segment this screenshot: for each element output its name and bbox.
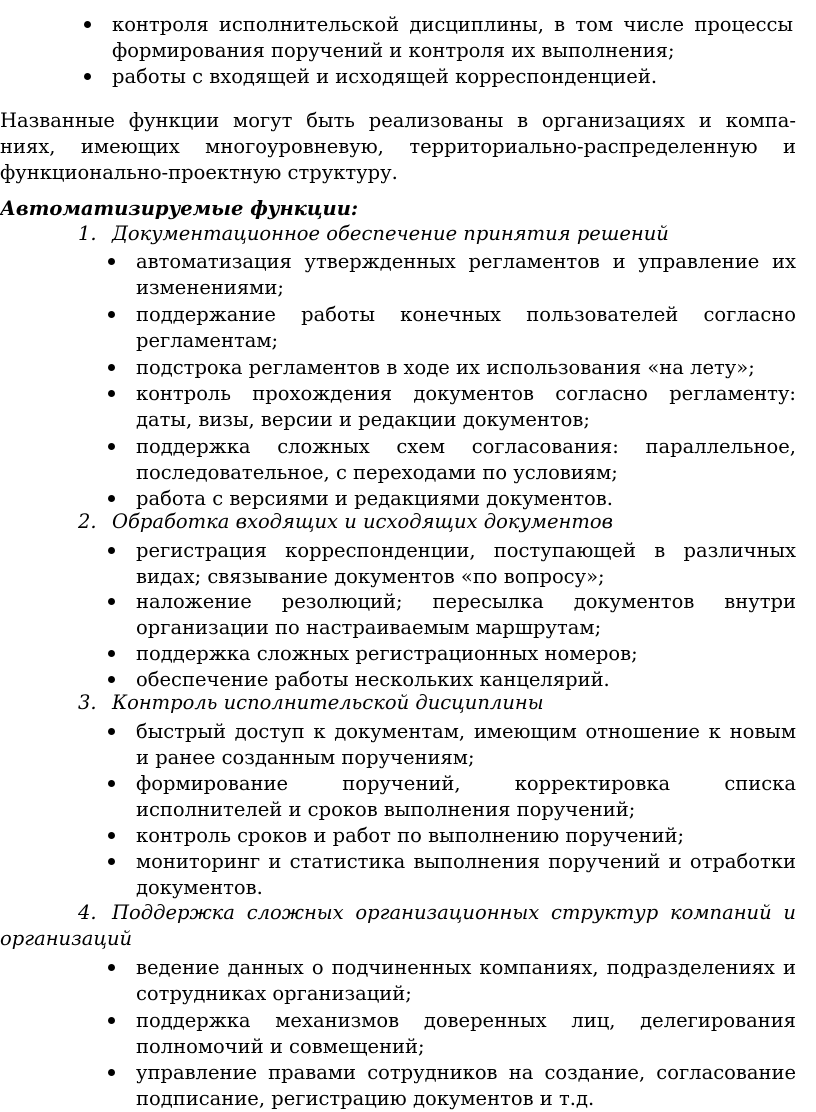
bullet-text: контроль сроков и работ по выполнению поручений;	[136, 824, 685, 847]
body-paragraph: Названные функции могут быть реализованы в организациях и компа- ниях, имеющих многоуровневую, территориально-распределенную и функционально-проектную структуру.	[0, 109, 796, 184]
bullet-dot	[108, 858, 115, 865]
bullet-text: поддержка сложных регистрационных номеров;	[136, 642, 638, 665]
section-title-text: Обработка входящих и исходящих документов	[112, 510, 613, 533]
bullet-dot	[108, 258, 115, 265]
bullet-dot	[108, 1069, 115, 1076]
bullet-dot	[108, 364, 115, 371]
section-number: 1.	[78, 222, 97, 245]
bullet-text: регистрация корреспонденции, поступающей в различных видах; связывание документов «по вопросу»;	[136, 539, 796, 588]
bullet-text: быстрый доступ к документам, имеющим отношение к новым и ранее созданным поручениям;	[136, 720, 796, 769]
bullet-text: наложение резолюций; пересылка документов внутри организации по настраиваемым маршрутам;	[136, 590, 796, 639]
bullet-text: управление правами сотрудников на создание, согласование подписание, регистрацию документов и т.д.	[136, 1061, 796, 1110]
section-heading: Автоматизируемые функции:	[0, 197, 359, 220]
bullet-dot	[108, 964, 115, 971]
bullet-text: обеспечение работы нескольких канцелярий.	[136, 668, 610, 691]
bullet-text: мониторинг и статистика выполнения поручений и отработки документов.	[136, 850, 796, 899]
bullet-dot	[84, 73, 91, 80]
bullet-text: работа с версиями и редакциями документов.	[136, 487, 613, 510]
bullet-dot	[108, 650, 115, 657]
bullet-text: контроля исполнительской дисциплины, в том числе процессы формирования поручений и контроля их выполнения;	[112, 13, 793, 62]
bullet-text: поддержка механизмов доверенных лиц, делегирования полномочий и совмещений;	[136, 1009, 796, 1058]
bullet-text: формирование поручений, корректировка списка исполнителей и сроков выполнения поручений;	[136, 772, 796, 821]
bullet-dot	[108, 598, 115, 605]
bullet-text: автоматизация утвержденных регламентов и управление их изменениями;	[136, 250, 796, 299]
bullet-dot	[108, 676, 115, 683]
section-title-text: Документационное обеспечение принятия решений	[112, 222, 669, 245]
section-title-text: Поддержка сложных организационных структур компаний и организаций	[0, 901, 796, 950]
section-number: 2.	[78, 510, 97, 533]
section-title-text: Контроль исполнительской дисциплины	[112, 691, 544, 714]
bullet-dot	[108, 547, 115, 554]
bullet-text: поддержка сложных схем согласования: параллельное, последовательное, с переходами по условиям;	[136, 435, 796, 484]
bullet-text: контроль прохождения документов согласно регламенту: даты, визы, версии и редакции документов;	[136, 382, 796, 431]
section-number: 3.	[78, 691, 97, 714]
bullet-text: работы с входящей и исходящей корреспонденцией.	[112, 65, 658, 88]
section-number: 4.	[78, 901, 97, 924]
bullet-dot	[108, 728, 115, 735]
bullet-text: поддержание работы конечных пользователей согласно регламентам;	[136, 303, 796, 352]
bullet-dot	[108, 443, 115, 450]
bullet-dot	[108, 390, 115, 397]
bullet-dot	[108, 495, 115, 502]
bullet-dot	[108, 311, 115, 318]
bullet-dot	[108, 1017, 115, 1024]
bullet-text: ведение данных о подчиненных компаниях, подразделениях и сотрудниках организаций;	[136, 956, 796, 1005]
bullet-text: подстрока регламентов в ходе их использования «на лету»;	[136, 356, 755, 379]
bullet-dot	[108, 780, 115, 787]
bullet-dot	[84, 21, 91, 28]
bullet-dot	[108, 832, 115, 839]
